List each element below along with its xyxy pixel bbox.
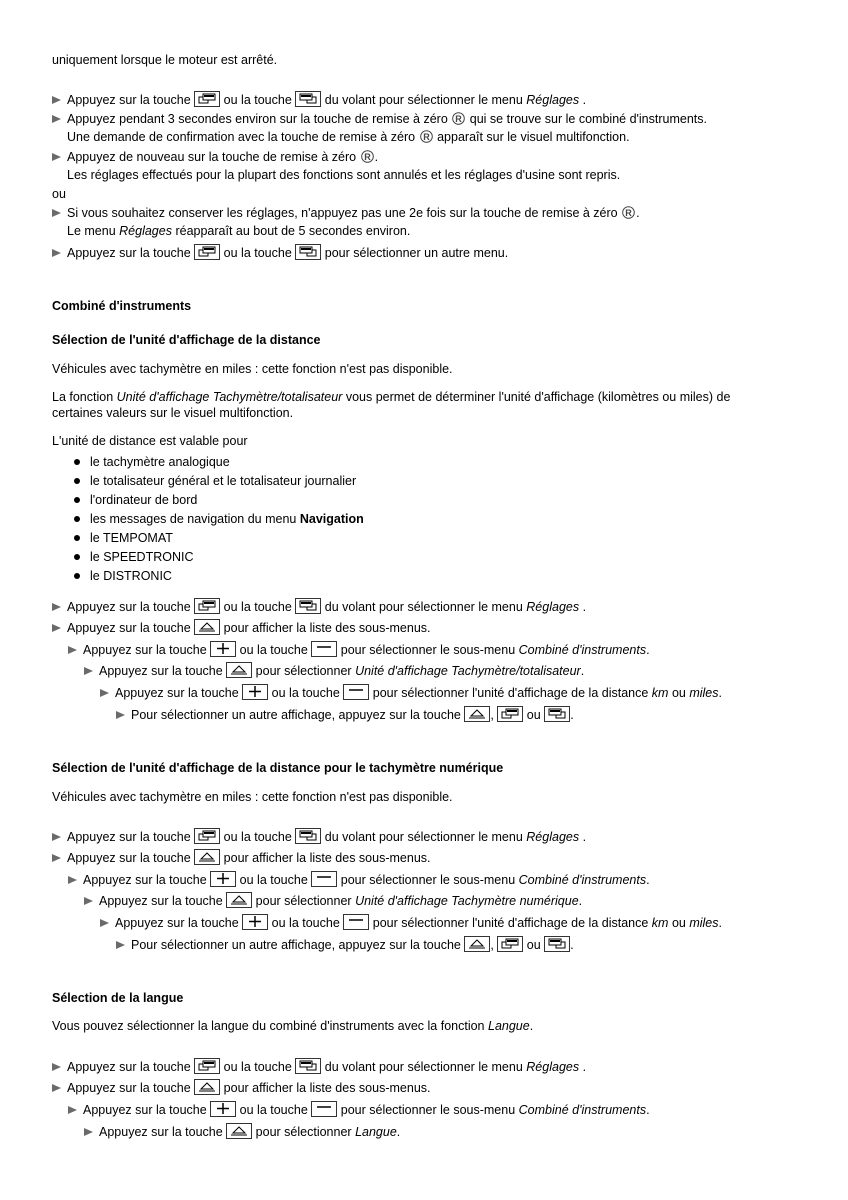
menu-forward-icon xyxy=(295,91,321,107)
arrow-icon xyxy=(100,919,109,927)
home-icon xyxy=(194,849,220,865)
step: Pour sélectionner un autre affichage, appuyez sur la touche , ou . xyxy=(116,706,574,723)
reset-icon xyxy=(420,130,433,143)
menu-back-icon xyxy=(194,1058,220,1074)
plus-icon xyxy=(210,1101,236,1117)
step: Appuyez sur la touche ou la touche du volant pour sélectionner le menu Réglages . xyxy=(52,1058,586,1075)
bullet-icon xyxy=(74,478,80,484)
list-item: le SPEEDTRONIC xyxy=(52,549,194,565)
step: Appuyez sur la touche ou la touche pour sélectionner le sous-menu Combiné d'instruments. xyxy=(68,641,650,658)
list-item: le totalisateur général et le totalisateur journalier xyxy=(52,473,356,489)
step: Appuyez sur la touche pour afficher la liste des sous-menus. xyxy=(52,849,431,866)
step: Pour sélectionner un autre affichage, appuyez sur la touche , ou . xyxy=(116,936,574,953)
svg-text:R: R xyxy=(422,132,430,142)
arrow-icon xyxy=(68,1106,77,1114)
menu-back-icon xyxy=(194,598,220,614)
home-icon xyxy=(226,892,252,908)
arrow-icon xyxy=(52,833,61,841)
svg-text:R: R xyxy=(363,152,371,162)
arrow-icon xyxy=(68,646,77,654)
arrow-icon xyxy=(52,854,61,862)
minus-icon xyxy=(311,1101,337,1117)
reset-icon xyxy=(361,150,374,163)
step: Appuyez pendant 3 secondes environ sur la touche de remise à zéro R qui se trouve sur le combiné d'instruments. xyxy=(52,111,707,127)
arrow-icon xyxy=(52,624,61,632)
home-icon xyxy=(226,1123,252,1139)
arrow-icon xyxy=(116,711,125,719)
text-line: certaines valeurs sur le visuel multifonction. xyxy=(52,406,294,420)
list-item: le tachymètre analogique xyxy=(52,454,230,470)
text-line: La fonction Unité d'affichage Tachymètre/totalisateur vous permet de déterminer l'unité d'affichage (kilomètres ou miles) de xyxy=(52,390,731,404)
menu-forward-icon xyxy=(544,936,570,952)
menu-back-icon xyxy=(497,706,523,722)
text-line: Véhicules avec tachymètre en miles : cette fonction n'est pas disponible. xyxy=(52,790,453,804)
step: Appuyez sur la touche ou la touche du volant pour sélectionner le menu Réglages . xyxy=(52,91,586,108)
bullet-icon xyxy=(74,516,80,522)
section-heading: Sélection de l'unité d'affichage de la distance xyxy=(52,333,321,347)
step: Appuyez sur la touche pour sélectionner Langue. xyxy=(84,1123,400,1140)
reset-icon xyxy=(452,112,465,125)
arrow-icon xyxy=(52,603,61,611)
step: Si vous souhaitez conserver les réglages, n'appuyez pas une 2e fois sur la touche de remise à zéro R . xyxy=(52,205,640,221)
arrow-icon xyxy=(52,115,61,123)
section-heading: Sélection de l'unité d'affichage de la distance pour le tachymètre numérique xyxy=(52,761,504,775)
menu-forward-icon xyxy=(295,828,321,844)
menu-back-icon xyxy=(194,828,220,844)
arrow-icon xyxy=(84,667,93,675)
menu-back-icon xyxy=(194,244,220,260)
bullet-icon xyxy=(74,573,80,579)
step: Appuyez sur la touche ou la touche pour sélectionner un autre menu. xyxy=(52,244,508,261)
arrow-icon xyxy=(52,96,61,104)
bullet-icon xyxy=(74,497,80,503)
step: Appuyez sur la touche pour afficher la liste des sous-menus. xyxy=(52,619,431,636)
step: Appuyez sur la touche pour afficher la liste des sous-menus. xyxy=(52,1079,431,1096)
step: Appuyez de nouveau sur la touche de remise à zéro R . xyxy=(52,149,378,165)
text-line: Le menu Réglages réapparaît au bout de 5 secondes environ. xyxy=(67,224,411,238)
arrow-icon xyxy=(52,1084,61,1092)
minus-icon xyxy=(311,641,337,657)
plus-icon xyxy=(242,684,268,700)
text-line: Vous pouvez sélectionner la langue du combiné d'instruments avec la fonction Langue. xyxy=(52,1019,534,1033)
text-line: L'unité de distance est valable pour xyxy=(52,434,248,448)
reset-icon xyxy=(622,206,635,219)
arrow-icon xyxy=(84,897,93,905)
menu-forward-icon xyxy=(544,706,570,722)
section-heading: Combiné d'instruments xyxy=(52,299,192,313)
menu-forward-icon xyxy=(295,1058,321,1074)
bullet-icon xyxy=(74,459,80,465)
arrow-icon xyxy=(52,209,61,217)
bullet-icon xyxy=(74,535,80,541)
section-heading: Sélection de la langue xyxy=(52,991,184,1005)
menu-forward-icon xyxy=(295,598,321,614)
home-icon xyxy=(464,936,490,952)
step: Appuyez sur la touche ou la touche du volant pour sélectionner le menu Réglages . xyxy=(52,828,586,845)
text-line: Une demande de confirmation avec la touche de remise à zéro R apparaît sur le visuel multifonction. xyxy=(67,130,630,144)
minus-icon xyxy=(343,914,369,930)
svg-text:R: R xyxy=(625,208,632,218)
list-item: l'ordinateur de bord xyxy=(52,492,197,508)
minus-icon xyxy=(311,871,337,887)
arrow-icon xyxy=(68,876,77,884)
list-item: les messages de navigation du menu Navigation xyxy=(52,511,364,527)
menu-forward-icon xyxy=(295,244,321,260)
bullet-icon xyxy=(74,554,80,560)
arrow-icon xyxy=(84,1128,93,1136)
step: Appuyez sur la touche ou la touche du volant pour sélectionner le menu Réglages . xyxy=(52,598,586,615)
arrow-icon xyxy=(116,941,125,949)
text-line: Les réglages effectués pour la plupart des fonctions sont annulés et les réglages d'usine sont repris. xyxy=(67,168,621,182)
list-item: le DISTRONIC xyxy=(52,568,172,584)
step: Appuyez sur la touche ou la touche pour sélectionner le sous-menu Combiné d'instruments. xyxy=(68,871,650,888)
step: Appuyez sur la touche ou la touche pour sélectionner l'unité d'affichage de la distance km ou miles. xyxy=(100,684,722,701)
home-icon xyxy=(194,619,220,635)
arrow-icon xyxy=(52,249,61,257)
plus-icon xyxy=(210,641,236,657)
arrow-icon xyxy=(52,153,61,161)
list-item: le TEMPOMAT xyxy=(52,530,173,546)
home-icon xyxy=(194,1079,220,1095)
step: Appuyez sur la touche pour sélectionner Unité d'affichage Tachymètre numérique. xyxy=(84,892,582,909)
plus-icon xyxy=(242,914,268,930)
step: Appuyez sur la touche ou la touche pour sélectionner le sous-menu Combiné d'instruments. xyxy=(68,1101,650,1118)
menu-back-icon xyxy=(194,91,220,107)
home-icon xyxy=(464,706,490,722)
svg-text:R: R xyxy=(455,114,463,124)
text: uniquement lorsque le moteur est arrêté. xyxy=(52,53,278,67)
arrow-icon xyxy=(100,689,109,697)
plus-icon xyxy=(210,871,236,887)
step: Appuyez sur la touche pour sélectionner Unité d'affichage Tachymètre/totalisateur. xyxy=(84,662,584,679)
minus-icon xyxy=(343,684,369,700)
home-icon xyxy=(226,662,252,678)
arrow-icon xyxy=(52,1063,61,1071)
step: Appuyez sur la touche ou la touche pour sélectionner l'unité d'affichage de la distance km ou miles. xyxy=(100,914,722,931)
text-line xyxy=(52,52,277,68)
text-line: Véhicules avec tachymètre en miles : cette fonction n'est pas disponible. xyxy=(52,362,453,376)
text-line: ou xyxy=(52,187,66,201)
menu-back-icon xyxy=(497,936,523,952)
